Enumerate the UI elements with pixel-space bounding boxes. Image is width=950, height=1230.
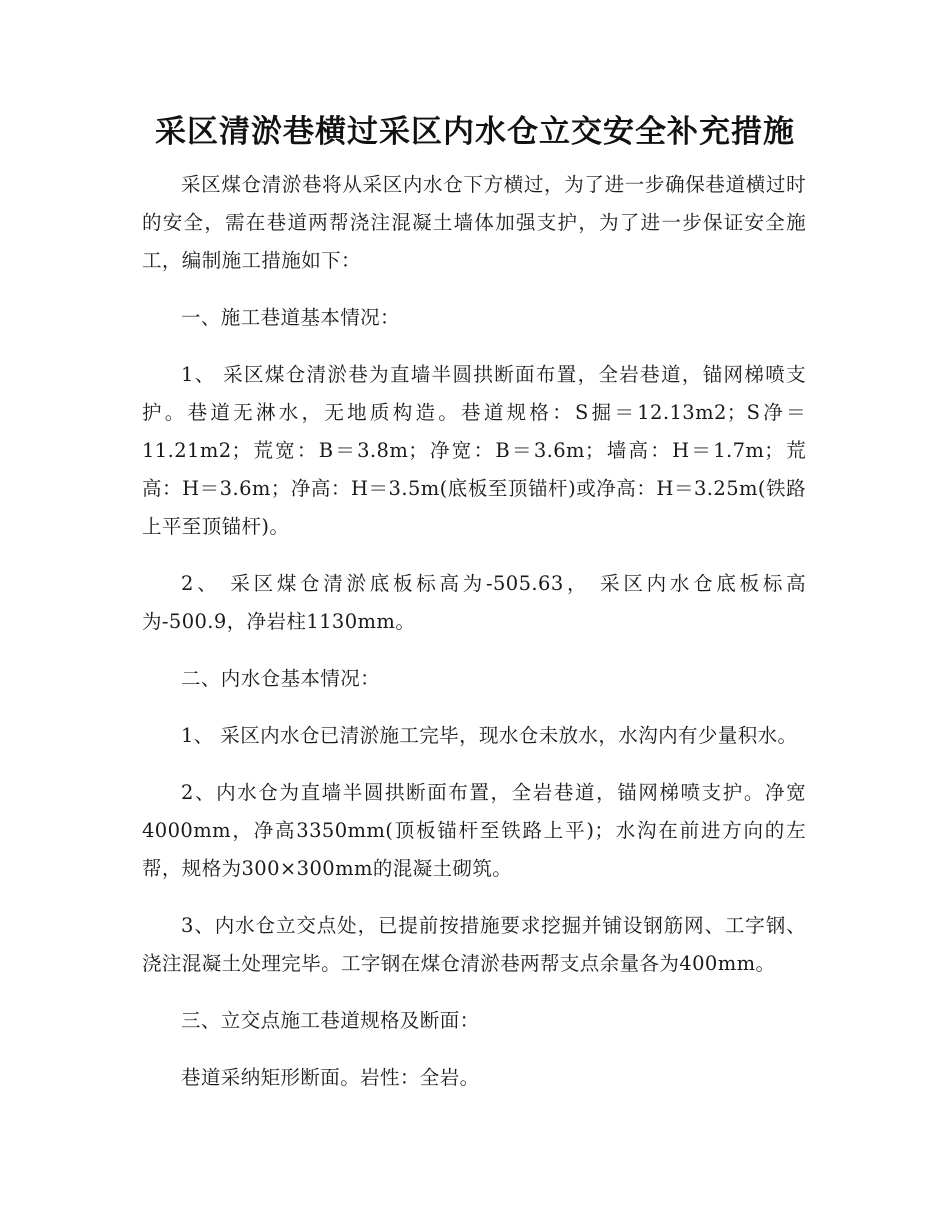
paragraph-2-1: 1、 采区内水仓已清淤施工完毕，现水仓未放水，水沟内有少量积水。 — [181, 724, 798, 747]
section-heading-1: 一、施工巷道基本情况： — [181, 306, 400, 329]
paragraph-2-2: 2、内水仓为直墙半圆拱断面布置，全岩巷道，锚网梯喷支护。净宽4000mm，净高3350mm(顶板锚杆至铁路上平)；水沟在前进方向的左帮，规格为300×300mm的混凝土砌筑。 — [142, 781, 806, 880]
paragraph-2-3: 3、内水仓立交点处，已提前按措施要求挖掘并铺设钢筋网、工字钢、浇注混凝土处理完毕。工字钢在煤仓清淤巷两帮支点余量各为400mm。 — [142, 914, 806, 975]
section-heading-2: 二、内水仓基本情况： — [181, 667, 381, 690]
document-title: 采区清淤巷横过采区内水仓立交安全补充措施 — [155, 114, 795, 150]
document-body — [142, 166, 806, 1116]
paragraph-intro: 采区煤仓清淤巷将从采区内水仓下方横过，为了进一步确保巷道横过时的安全，需在巷道两帮浇注混凝土墙体加强支护，为了进一步保证安全施工，编制施工措施如下： — [142, 173, 806, 272]
section-heading-3: 三、立交点施工巷道规格及断面： — [181, 1009, 480, 1032]
paragraph-3-1: 巷道采纳矩形断面。岩性：全岩。 — [181, 1066, 480, 1089]
paragraph-1-2: 2、 采区煤仓清淤底板标高为-505.63， 采区内水仓底板标高为-500.9，净岩柱1130mm。 — [142, 572, 806, 633]
paragraph-1-1: 1、 采区煤仓清淤巷为直墙半圆拱断面布置，全岩巷道，锚网梯喷支护。巷道无淋水，无地质构造。巷道规格：S掘＝12.13m2；S净＝11.21m2；荒宽：B＝3.8m；净宽：B＝3.6m；墙高：H＝1.7m；荒高：H＝3.6m；净高：H＝3.5m(底板至顶锚杆)或净高：H＝3.25m(铁路上平至顶锚杆)。 — [142, 363, 806, 538]
